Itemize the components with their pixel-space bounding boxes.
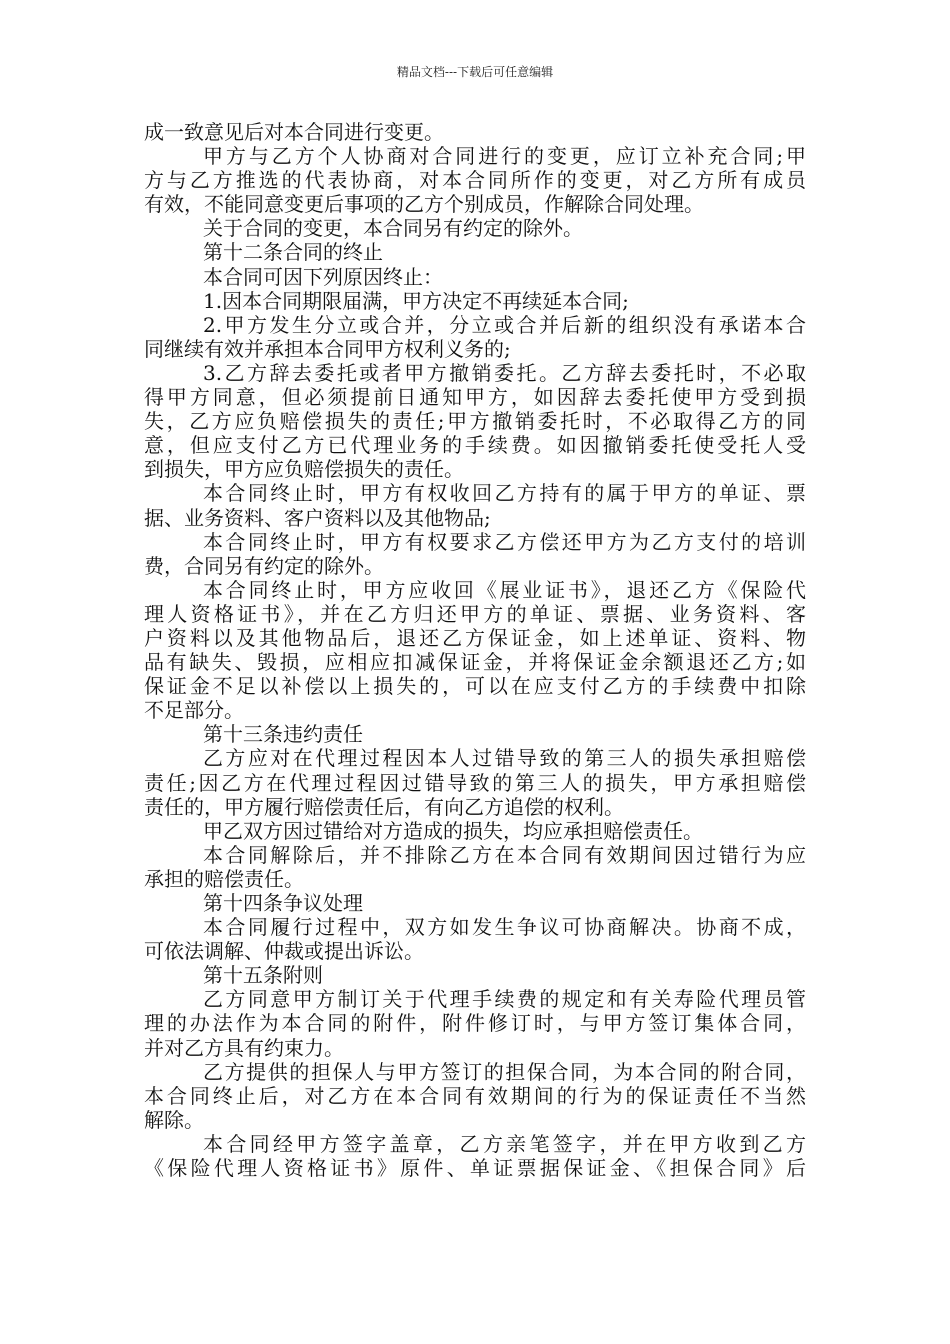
text-line: 可依法调解、仲裁或提出诉讼。: [144, 939, 424, 964]
text-line: 《保险代理人资格证书》原件、单证票据保证金、《担保合同》后: [144, 1156, 806, 1181]
text-line: 得甲方同意，但必须提前日通知甲方，如因辞去委托使甲方受到损: [144, 385, 806, 410]
text-line: 本合同经甲方签字盖章，乙方亲笔签字，并在甲方收到乙方: [203, 1131, 806, 1156]
text-line: 关于合同的变更，本合同另有约定的除外。: [203, 216, 583, 241]
text-line: 本合同终止时，甲方应收回《展业证书》，退还乙方《保险代: [203, 577, 806, 602]
text-line: 本合同终止时，甲方有权收回乙方持有的属于甲方的单证、票: [203, 481, 806, 506]
text-line: 户资料以及其他物品后，退还乙方保证金，如上述单证、资料、物: [144, 625, 806, 650]
text-line: 不足部分。: [144, 698, 244, 723]
text-line: 同继续有效并承担本合同甲方权利义务的;: [144, 336, 511, 361]
text-line: 1.因本合同期限届满，甲方决定不再续延本合同;: [203, 288, 629, 313]
text-line: 到损失，甲方应负赔偿损失的责任。: [144, 457, 464, 482]
text-line: 2.甲方发生分立或合并，分立或合并后新的组织没有承诺本合: [203, 312, 806, 337]
text-line: 解除。: [144, 1107, 204, 1132]
text-line: 甲乙双方因过错给对方造成的损失，均应承担赔偿责任。: [203, 818, 703, 843]
text-line: 3.乙方辞去委托或者甲方撤销委托。乙方辞去委托时，不必取: [203, 360, 806, 385]
text-line: 甲方与乙方个人协商对合同进行的变更，应订立补充合同;甲: [203, 144, 806, 169]
text-line: 责任;因乙方在代理过程因过错导致的第三人的损失，甲方承担赔偿: [144, 770, 806, 795]
text-line: 保证金不足以补偿以上损失的，可以在应支付乙方的手续费中扣除: [144, 674, 806, 699]
text-line: 品有缺失、毁损，应相应扣减保证金，并将保证金余额退还乙方;如: [144, 650, 806, 675]
text-line: 乙方同意甲方制订关于代理手续费的规定和有关寿险代理员管: [203, 987, 806, 1012]
text-line: 有效，不能同意变更后事项的乙方个别成员，作解除合同处理。: [144, 192, 704, 217]
text-line: 并对乙方具有约束力。: [144, 1035, 344, 1060]
text-line: 第十四条争议处理: [203, 891, 363, 915]
text-line: 理人资格证书》，并在乙方归还甲方的单证、票据、业务资料、客: [144, 601, 806, 626]
text-line: 理的办法作为本合同的附件，附件修订时，与甲方签订集体合同，: [144, 1011, 806, 1036]
text-line: 第十三条违约责任: [203, 722, 363, 747]
page-header: 精品文档---下载后可任意编辑: [396, 65, 554, 79]
text-line: 意，但应支付乙方已代理业务的手续费。如因撤销委托使受托人受: [144, 433, 806, 458]
text-line: 方与乙方推选的代表协商，对本合同所作的变更，对乙方所有成员: [144, 168, 806, 193]
text-line: 本合同履行过程中，双方如发生争议可协商解决。协商不成，: [203, 915, 806, 940]
text-line: 本合同终止时，甲方有权要求乙方偿还甲方为乙方支付的培训: [203, 529, 806, 554]
text-line: 第十五条附则: [203, 963, 323, 988]
text-line: 第十二条合同的终止: [203, 240, 383, 265]
text-line: 承担的赔偿责任。: [144, 866, 304, 891]
text-line: 责任的，甲方履行赔偿责任后，有向乙方追偿的权利。: [144, 794, 624, 819]
text-line: 乙方提供的担保人与甲方签订的担保合同，为本合同的附合同，: [203, 1059, 806, 1084]
text-line: 成一致意见后对本合同进行变更。: [144, 120, 444, 144]
text-line: 费，合同另有约定的除外。: [144, 553, 384, 578]
text-line: 据、业务资料、客户资料以及其他物品;: [144, 505, 491, 530]
text-line: 本合同终止后，对乙方在本合同有效期间的行为的保证责任不当然: [144, 1083, 806, 1108]
text-line: 本合同解除后，并不排除乙方在本合同有效期间因过错行为应: [203, 842, 806, 867]
document-body: [144, 120, 806, 1180]
text-line: 本合同可因下列原因终止：: [203, 264, 443, 289]
text-line: 失，乙方应负赔偿损失的责任;甲方撤销委托时，不必取得乙方的同: [144, 409, 806, 434]
text-line: 乙方应对在代理过程因本人过错导致的第三人的损失承担赔偿: [203, 746, 806, 771]
